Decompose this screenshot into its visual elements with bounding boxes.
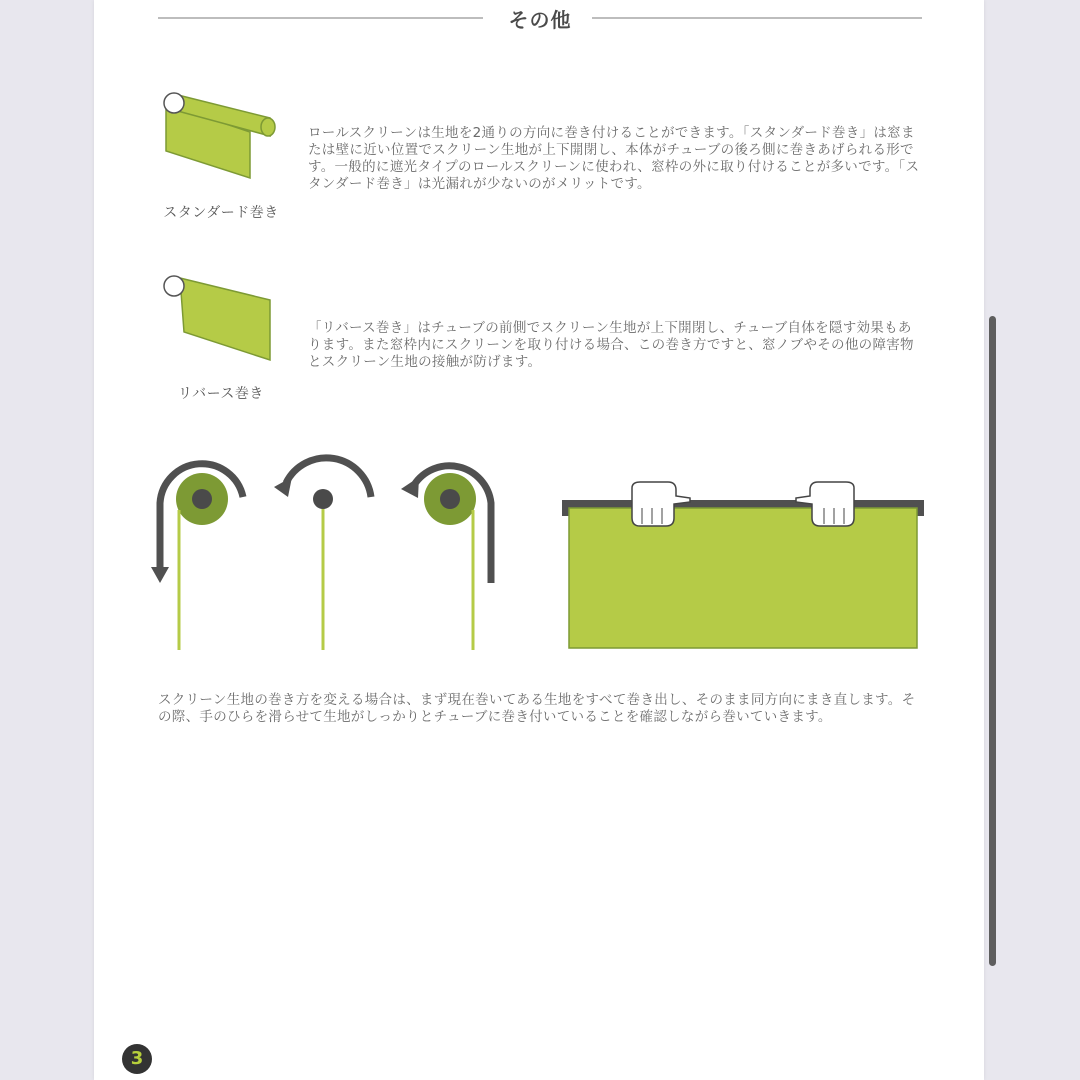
reverse-description: 「リバース巻き」はチューブの前側でスクリーン生地が上下開閉し、チューブ自体を隠す効果もあります。また窓枠内にスクリーンを取り付ける場合、この巻き方ですと、窓ノブやその他の障害物とスクリーン生地の接触が防げます。 xyxy=(308,320,914,370)
scrollbar-thumb[interactable] xyxy=(989,316,996,966)
reverse-roll-icon xyxy=(162,270,277,365)
rewind-instructions: スクリーン生地の巻き方を変える場合は、まず現在巻いてある生地をすべて巻き出し、そのまま同方向にまき直します。その際、手のひらを滑らせて生地がしっかりとチューブに巻き付いていることを確認しながら巻いていきます。 xyxy=(158,692,916,725)
section-title: その他 xyxy=(508,8,572,32)
reverse-caption: リバース巻き xyxy=(178,386,264,402)
rotation-diagram xyxy=(146,445,516,655)
standard-rotation-figure xyxy=(151,464,243,650)
reverse-rotation-figure xyxy=(401,466,491,650)
center-rotation-figure xyxy=(274,458,371,650)
heading-rule-right xyxy=(592,17,922,19)
document-page xyxy=(94,0,984,1080)
heading-rule-left xyxy=(158,17,483,19)
standard-caption: スタンダード巻き xyxy=(163,205,279,221)
standard-description: ロールスクリーンは生地を2通りの方向に巻き付けることができます。「スタンダード巻き」は窓または壁に近い位置でスクリーン生地が上下開閉し、本体がチューブの後ろ側に巻きあげられる形です。一般的に遮光タイプのロールスクリーンに使われ、窓枠の外に取り付けることが多いです。「スタンダード巻き」は光漏れが少ないのがメリットです。 xyxy=(308,125,920,192)
page-number-badge: 3 xyxy=(122,1044,152,1074)
standard-roll-icon xyxy=(160,88,280,183)
section-heading xyxy=(158,0,922,36)
hands-fabric-illustration xyxy=(560,478,926,653)
